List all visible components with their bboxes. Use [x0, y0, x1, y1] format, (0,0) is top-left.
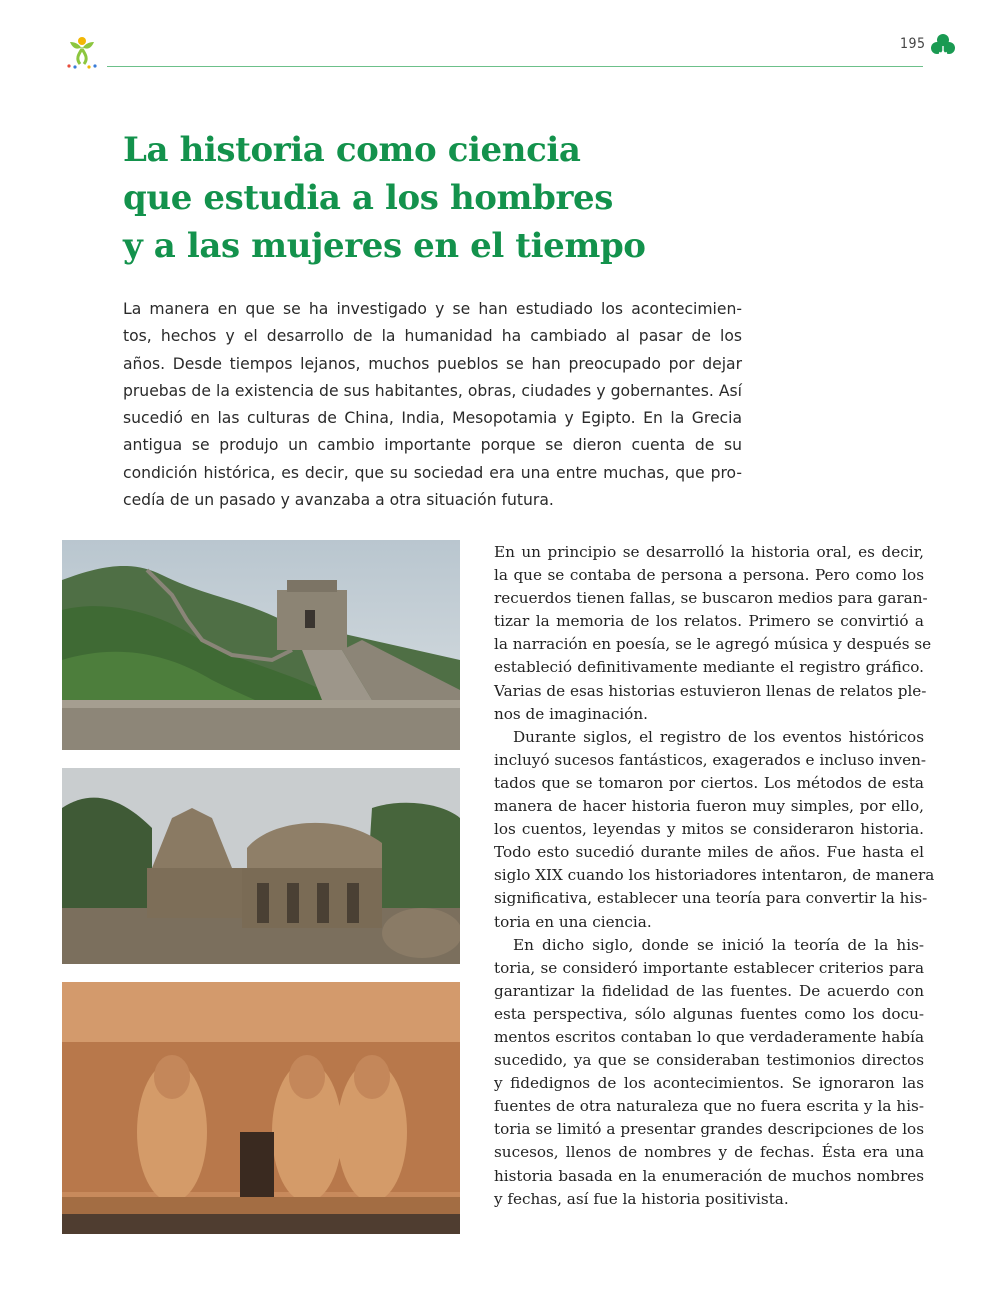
intro-line: condición histórica, es decir, que su sociedad era una entre muchas, que pro- [123, 463, 742, 482]
body-line: En un principio se desarrolló la historia oral, es decir, [494, 543, 924, 561]
body-line: estableció definitivamente mediante el registro gráfico. [494, 658, 924, 677]
body-line: historia basada en la enumeración de muchos nombres [494, 1166, 924, 1185]
body-line: Varias de esas historias estuvieron llenas de relatos ple- [494, 681, 927, 700]
intro-line: años. Desde tiempos lejanos, muchos pueblos se han preocupado por dejar [123, 354, 742, 373]
page-number: 195 [900, 36, 926, 52]
body-line: y fechas, así fue la historia positivista. [494, 1189, 789, 1208]
title-line: y a las mujeres en el tiempo [123, 226, 646, 266]
title-line: La historia como ciencia [123, 130, 581, 170]
intro-line: cedía de un pasado y avanzaba a otra situación futura. [123, 491, 554, 510]
body-line: incluyó sucesos fantásticos, exagerados e incluso inven- [494, 750, 927, 769]
body-line: En dicho siglo, donde se inició la teoría de la his- [513, 935, 924, 954]
body-line: fuentes de otra naturaleza que no fuera escrita y la his- [494, 1097, 924, 1116]
body-line: tizar la memoria de los relatos. Primero se convirtió a [494, 612, 924, 631]
body-line: la que se contaba de persona a persona. Pero como los [494, 566, 924, 585]
body-text [494, 541, 935, 1211]
body-line: recuerdos tienen fallas, se buscaron medios para garan- [494, 589, 928, 608]
intro-line: tos, hechos y el desarrollo de la humanidad ha cambiado al pasar de los [123, 327, 742, 346]
green-clover-icon [930, 33, 956, 59]
body-line: manera de hacer historia fueron muy simples, por ello, [494, 797, 924, 816]
sprout-figure-icon [62, 33, 102, 73]
title-line: que estudia a los hombres [123, 178, 613, 218]
body-line: toria, se consideró importante establecer criterios para [494, 958, 924, 977]
body-line: sucesos, llenos de nombres y de fechas. Ésta era una [494, 1143, 924, 1162]
body-line: los cuentos, leyendas y mitos se consideraron historia. [494, 820, 924, 839]
great-wall-photo [62, 540, 460, 750]
body-line: toria se limitó a presentar grandes descripciones de los [494, 1120, 924, 1139]
body-line: siglo XIX cuando los historiadores intentaron, de manera [494, 866, 935, 885]
body-line: Todo esto sucedió durante miles de años. Fue hasta el [494, 843, 924, 862]
body-line: nos de imaginación. [494, 704, 648, 723]
intro-line: La manera en que se ha investigado y se han estudiado los acontecimien- [123, 300, 742, 318]
body-line: Durante siglos, el registro de los eventos históricos [513, 727, 924, 746]
abu-simbel-photo [62, 982, 460, 1234]
body-line: toria en una ciencia. [494, 912, 652, 931]
intro-line: sucedió en las culturas de China, India, Mesopotamia y Egipto. En la Grecia [123, 409, 742, 428]
body-line: mentos escritos contaban lo que verdaderamente había [494, 1027, 924, 1046]
page-title [123, 126, 743, 270]
body-line: y fidedignos de los acontecimientos. Se ignoraron las [494, 1074, 924, 1093]
intro-paragraph [123, 296, 742, 514]
temple-photo [62, 768, 460, 964]
body-line: la narración en poesía, se le agregó música y después se [494, 635, 932, 654]
body-line: significativa, establecer una teoría para convertir la his- [494, 889, 928, 908]
intro-line: antigua se produjo un cambio importante porque se dieron cuenta de su [123, 436, 742, 455]
header-rule [107, 66, 923, 67]
body-line: esta perspectiva, sólo algunas fuentes como los docu- [494, 1004, 924, 1023]
body-line: sucedido, ya que se consideraban testimonios directos [494, 1051, 924, 1070]
body-line: tados que se tomaron por ciertos. Los métodos de esta [494, 773, 924, 792]
body-line: garantizar la fidelidad de las fuentes. De acuerdo con [494, 981, 924, 1000]
intro-line: pruebas de la existencia de sus habitantes, obras, ciudades y gobernantes. Así [123, 381, 742, 400]
